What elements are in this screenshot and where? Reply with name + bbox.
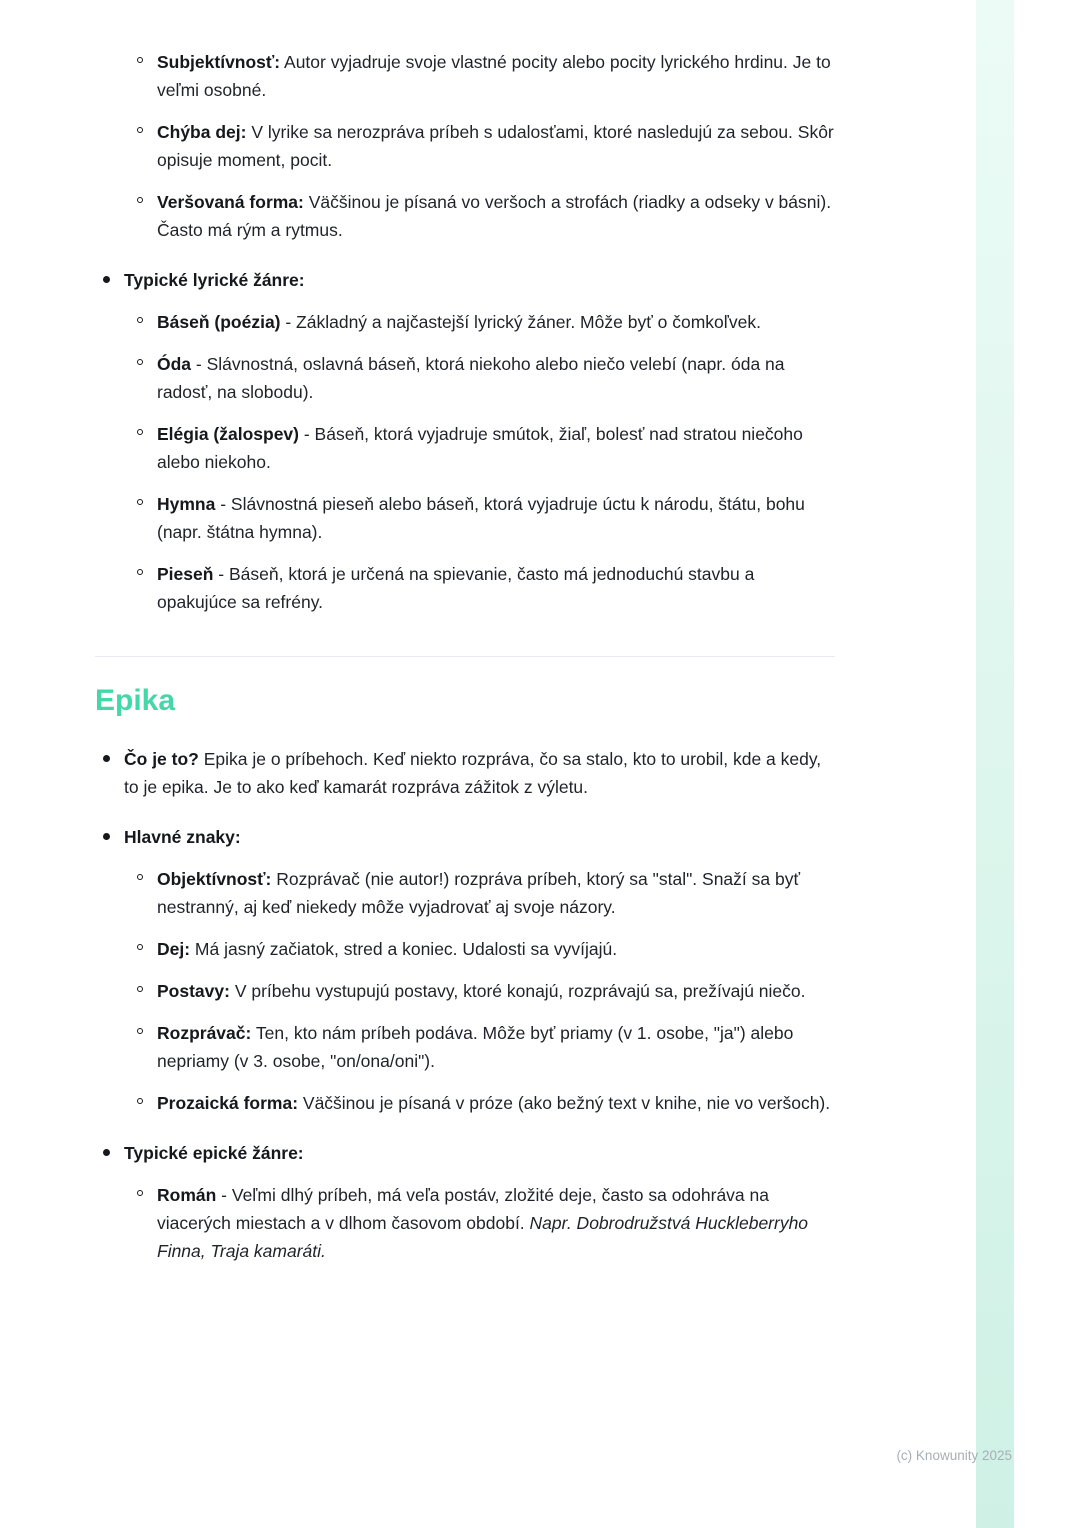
list-item [137,1089,835,1117]
list-item [137,490,835,546]
item-text [157,420,835,476]
disc-bullet-icon [103,1149,110,1156]
circle-bullet-icon [137,359,143,365]
term: Dej: [157,939,191,959]
term: Chýba dej: [157,122,247,142]
item-text [157,977,835,1005]
circle-bullet-icon [137,874,143,880]
circle-bullet-icon [137,569,143,575]
item-body: - Veľmi dlhý príbeh, má veľa postáv, zložité deje, často sa odohráva na viacerých miestach a v dlhom časovom období. [157,1185,769,1233]
section-divider [95,656,835,657]
list-item [137,935,835,963]
item-body: V príbehu vystupujú postavy, ktoré konajú, rozprávajú sa, prežívajú niečo. [229,981,806,1001]
list-item-label [103,823,835,851]
circle-bullet-icon [137,429,143,435]
item-body: Má jasný začiatok, stred a koniec. Udalosti sa vyvíjajú. [190,939,618,959]
term: Román [157,1185,217,1205]
disc-bullet-icon [103,276,110,283]
list-item [137,865,835,921]
list-item [137,1019,835,1075]
list-item-label [103,1139,835,1167]
label: Typické lyrické žánre: [124,270,305,290]
term: Pieseň [157,564,214,584]
item-body: Epika je o príbehoch. Keď niekto rozpráva, čo sa stalo, kto to urobil, kde a kedy, to je epika. Je to ako keď kamarát rozpráva zážitok z výletu. [124,749,822,797]
item-text [157,350,835,406]
list-item [137,118,835,174]
disc-bullet-icon [103,833,110,840]
item-text [157,560,835,616]
disc-bullet-icon [103,755,110,762]
item-body: - Základný a najčastejší lyrický žáner. Môže byť o čomkoľvek. [280,312,761,332]
item-text [124,745,835,801]
item-text [157,935,835,963]
list-item [137,350,835,406]
item-text [157,48,835,104]
list-item [137,560,835,616]
term: Čo je to? [124,749,199,769]
term: Veršovaná forma: [157,192,304,212]
term: Subjektívnosť: [157,52,281,72]
item-body: Väčšinou je písaná v próze (ako bežný text v knihe, nie vo veršoch). [298,1093,831,1113]
item-body: - Báseň, ktorá vyjadruje smútok, žiaľ, bolesť nad stratou niečoho alebo niekoho. [157,424,803,472]
term: Hymna [157,494,216,514]
circle-bullet-icon [137,986,143,992]
item-body: Autor vyjadruje svoje vlastné pocity alebo pocity lyrického hrdinu. Je to veľmi osobné. [157,52,831,100]
epika-heading: Epika [95,684,176,717]
circle-bullet-icon [137,197,143,203]
item-body: - Báseň, ktorá je určená na spievanie, často má jednoduchú stavbu a opakujúce sa refrény. [157,564,755,612]
circle-bullet-icon [137,317,143,323]
list-item [137,308,835,336]
item-text [157,1089,835,1117]
term: Elégia (žalospev) [157,424,299,444]
right-accent-stripe [976,0,1014,1528]
label: Typické epické žánre: [124,1143,304,1163]
item-text [124,266,835,294]
term: Prozaická forma: [157,1093,299,1113]
item-text [157,865,835,921]
circle-bullet-icon [137,1028,143,1034]
content-area [95,48,835,1279]
item-text [157,1181,835,1265]
item-text [157,118,835,174]
list-item [137,977,835,1005]
watermark: (c) Knowunity 2025 [896,1447,1012,1463]
circle-bullet-icon [137,57,143,63]
list-item [137,1181,835,1265]
circle-bullet-icon [137,127,143,133]
list-item [137,48,835,104]
list-item [103,745,835,801]
item-body: - Slávnostná, oslavná báseň, ktorá niekoho alebo niečo velebí (napr. óda na radosť, na slobodu). [157,354,785,402]
item-text [157,1019,835,1075]
circle-bullet-icon [137,1098,143,1104]
item-body: Rozprávač (nie autor!) rozpráva príbeh, ktorý sa "stal". Snaží sa byť nestranný, aj keď niekedy môže vyjadrovať aj svoje názory. [157,869,801,917]
label: Hlavné znaky: [124,827,241,847]
term: Óda [157,354,192,374]
term: Báseň (poézia) [157,312,281,332]
item-text [157,490,835,546]
circle-bullet-icon [137,499,143,505]
item-text [157,308,835,336]
item-body: Ten, kto nám príbeh podáva. Môže byť priamy (v 1. osobe, "ja") alebo nepriamy (v 3. osobe, "on/ona/oni"). [157,1023,794,1071]
list-item-label [103,266,835,294]
item-text [157,188,835,244]
term: Postavy: [157,981,230,1001]
item-text [124,1139,835,1167]
item-body: V lyrike sa nerozpráva príbeh s udalosťami, ktoré nasledujú za sebou. Skôr opisuje moment, pocit. [157,122,834,170]
item-text [124,823,835,851]
list-item [137,188,835,244]
list-item [137,420,835,476]
item-body: - Slávnostná pieseň alebo báseň, ktorá vyjadruje úctu k národu, štátu, bohu (napr. štátna hymna). [157,494,805,542]
circle-bullet-icon [137,944,143,950]
term: Rozprávač: [157,1023,252,1043]
circle-bullet-icon [137,1190,143,1196]
example-italic: Napr. Dobrodružstvá Huckleberryho Finna, Traja kamaráti. [157,1213,809,1261]
item-body: Väčšinou je písaná vo veršoch a strofách (riadky a odseky v básni). Často má rým a rytmus. [157,192,832,240]
term: Objektívnosť: [157,869,272,889]
